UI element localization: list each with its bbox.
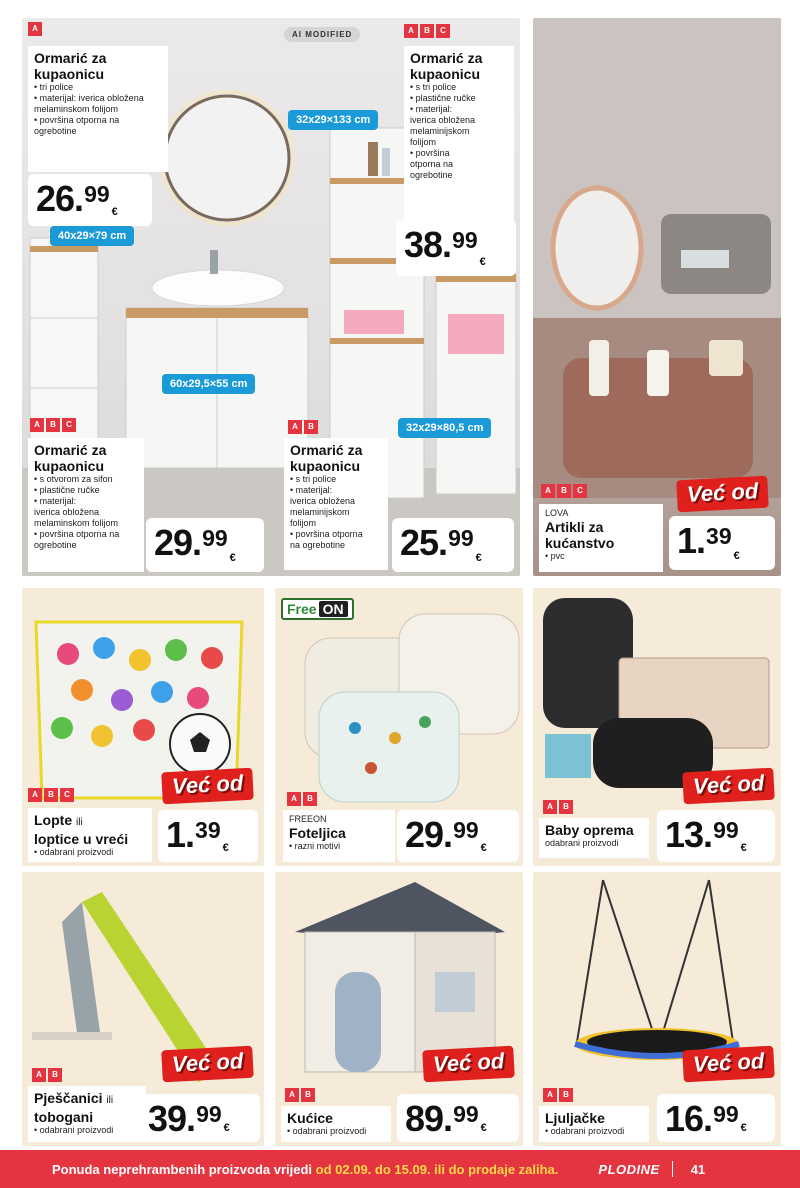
detail-line: folijom (290, 518, 317, 528)
detail-line: • površina otporna (290, 529, 363, 539)
detail-line: • materijal: iverica obložena (34, 93, 144, 103)
price-currency: € (222, 842, 229, 854)
product-info-box (281, 1106, 391, 1142)
dimension-label: 40x29×79 cm (50, 226, 134, 246)
vec-od-label: Već od (676, 476, 769, 513)
price-decimal: 99 (713, 1101, 739, 1127)
product-title: Ljuljačke (545, 1110, 605, 1126)
product-info-box (539, 818, 649, 858)
energy-badges (30, 418, 76, 432)
price-decimal: 99 (453, 1101, 479, 1127)
badge-b: B (44, 788, 58, 802)
price-currency: € (475, 552, 482, 564)
product-title-line2: tobogani (34, 1109, 94, 1125)
energy-badges (28, 788, 74, 802)
vec-od-label: Već od (682, 1046, 775, 1083)
badge-c: C (62, 418, 76, 432)
dimension-label: 60x29,5×55 cm (162, 374, 255, 394)
dimension-label: 32x29×80,5 cm (398, 418, 491, 438)
energy-badges (288, 420, 318, 434)
detail-line: • odabrani proizvodi (287, 1126, 367, 1136)
price-decimal: 99 (202, 525, 228, 551)
detail-line: • površina otporna na (34, 115, 120, 125)
detail-line: iverica obložena (34, 507, 100, 517)
price-integer: 29 (154, 522, 193, 563)
badge-b: B (48, 1068, 62, 1082)
product-info-box (283, 810, 395, 862)
product-cell-lopte (22, 588, 264, 866)
price-currency: € (229, 552, 236, 564)
energy-badges (541, 484, 587, 498)
badge-b: B (420, 24, 434, 38)
product-brand: LOVA (545, 508, 569, 518)
price-tag: 29 . 99 € (146, 518, 264, 572)
product-info-box (284, 438, 388, 570)
badge-b: B (46, 418, 60, 432)
badge-b: B (559, 1088, 573, 1102)
product-title: Kućice (287, 1110, 333, 1126)
price-currency: € (733, 550, 740, 562)
badge-a: A (28, 788, 42, 802)
price-tag: 38 . 99 € (396, 220, 516, 276)
detail-line: iverica obložena (290, 496, 356, 506)
title-part: Lopte (34, 812, 73, 828)
price-decimal: 39 (195, 817, 221, 843)
product-title: Ormarić za kupaonicu (410, 50, 483, 82)
footer-bar (0, 1150, 800, 1188)
badge-a: A (28, 22, 42, 36)
price-integer: 16 (665, 1098, 704, 1139)
energy-badges (32, 1068, 62, 1082)
badge-a: A (404, 24, 418, 38)
badge-c: C (60, 788, 74, 802)
detail-line: folijom (410, 137, 437, 147)
product-cell-pjescanici (22, 872, 264, 1146)
detail-line: melaminijskom (290, 507, 350, 517)
vec-od-label: Već od (422, 1046, 515, 1083)
energy-badges (543, 800, 573, 814)
footer-dates: od 02.09. do 15.09. ili do prodaje zaliha. (315, 1161, 559, 1177)
footer-separator (672, 1161, 673, 1177)
product-title (34, 812, 146, 831)
price-tag: 1 . 39 € (669, 516, 775, 570)
product-title: Ormarić za kupaonicu (290, 442, 363, 474)
badge-b: B (559, 800, 573, 814)
price-tag: 26 . 99 € (28, 174, 152, 226)
badge-a: A (32, 1068, 46, 1082)
logo-text-on: ON (319, 601, 348, 617)
detail-line: • odabrani proizvodi (34, 1125, 114, 1135)
badge-a: A (543, 1088, 557, 1102)
price-decimal: 99 (453, 817, 479, 843)
vec-od-label: Već od (682, 768, 775, 805)
price-tag: 29 . 99 € (397, 810, 519, 862)
badge-c: C (573, 484, 587, 498)
detail-line: • pvc (545, 551, 565, 561)
badge-a: A (287, 792, 301, 806)
product-title (34, 1090, 140, 1109)
footer-text-main: Ponuda neprehrambenih proizvoda vrijedi (52, 1161, 316, 1177)
price-integer: 89 (405, 1098, 444, 1139)
energy-badges (285, 1088, 315, 1102)
detail-line: • površina otporna na (34, 529, 120, 539)
detail-line: • s otvorom za sifon (34, 474, 113, 484)
detail-line: • s tri police (410, 82, 457, 92)
badge-a: A (543, 800, 557, 814)
detail-line: ogrebotine (34, 540, 77, 550)
price-tag: 16 . 99 € (657, 1094, 775, 1142)
price-currency: € (479, 256, 486, 268)
product-title-line2: loptice u vreći (34, 831, 129, 847)
product-title: Foteljica (289, 825, 346, 841)
price-currency: € (111, 206, 118, 218)
price-integer: 26 (36, 178, 75, 219)
product-info-box (28, 438, 144, 572)
product-cell-baby-oprema (533, 588, 781, 866)
detail-line: • plastične ručke (410, 93, 476, 103)
freeon-logo (281, 598, 354, 620)
detail-line: • tri police (34, 82, 74, 92)
detail-line: • površina (410, 148, 450, 158)
vec-od-label: Već od (161, 768, 254, 805)
energy-badges (543, 1088, 573, 1102)
price-tag: 13 . 99 € (657, 810, 775, 862)
title-part: Pješčanici (34, 1090, 103, 1106)
price-currency: € (480, 842, 487, 854)
detail-line: • materijal: (34, 496, 77, 506)
product-cell-ljuljacke (533, 872, 781, 1146)
detail-line: • razni motivi (289, 841, 341, 851)
product-info-box (28, 1086, 146, 1142)
detail-line: • materijal: (290, 485, 333, 495)
price-integer: 1 (677, 520, 697, 561)
price-decimal: 99 (448, 525, 474, 551)
price-decimal: 99 (713, 817, 739, 843)
detail-line: otporna na (410, 159, 454, 169)
product-info-box (539, 504, 663, 572)
price-decimal: 39 (706, 523, 732, 549)
detail-line: iverica obložena (410, 115, 476, 125)
product-info-box (539, 1106, 649, 1142)
price-integer: 38 (404, 224, 443, 265)
price-decimal: 99 (84, 181, 110, 207)
dimension-label: 32x29×133 cm (288, 110, 378, 130)
badge-b: B (557, 484, 571, 498)
product-title: Artikli za kućanstvo (545, 519, 615, 551)
price-tag: 39 . 99 € (140, 1094, 260, 1142)
page-number: 41 (690, 1161, 706, 1177)
price-integer: 39 (148, 1098, 187, 1139)
price-decimal: 99 (196, 1101, 222, 1127)
detail-line: • odabrani proizvodi (545, 1126, 625, 1136)
product-title: Ormarić za kupaonicu (34, 50, 107, 82)
product-brand: FREEON (289, 814, 327, 824)
energy-badges (404, 24, 450, 38)
price-integer: 25 (400, 522, 439, 563)
lova-panel (533, 18, 781, 576)
price-tag: 89 . 99 € (397, 1094, 519, 1142)
price-integer: 13 (665, 814, 704, 855)
detail-line: melaminskom folijom (34, 518, 119, 528)
detail-line: na ogrebotine (290, 540, 346, 550)
price-currency: € (740, 1122, 747, 1134)
badge-a: A (285, 1088, 299, 1102)
badge-a: A (541, 484, 555, 498)
detail-line: • plastične ručke (34, 485, 100, 495)
price-currency: € (223, 1122, 230, 1134)
footer-text (52, 1162, 558, 1177)
product-info-box (28, 46, 168, 172)
badge-c: C (436, 24, 450, 38)
energy-badges (287, 792, 317, 806)
product-cell-foteljica (275, 588, 523, 866)
detail-line: melaminskom folijom (34, 104, 119, 114)
price-tag: 1 . 39 € (158, 810, 258, 862)
badge-b: B (301, 1088, 315, 1102)
title-connector: ili (76, 817, 83, 828)
detail-line: • odabrani proizvodi (34, 847, 114, 857)
price-integer: 29 (405, 814, 444, 855)
product-title: Baby oprema (545, 822, 634, 838)
price-integer: 1 (166, 814, 186, 855)
badge-a: A (30, 418, 44, 432)
energy-badges (28, 22, 42, 36)
product-info-box (404, 46, 514, 224)
price-decimal: 99 (452, 227, 478, 253)
detail-line: odabrani proizvodi (545, 838, 619, 848)
detail-line: • materijal: (410, 104, 453, 114)
detail-line: melaminijskom (410, 126, 470, 136)
product-cell-kucice (275, 872, 523, 1146)
logo-text-free: Free (287, 601, 317, 617)
title-connector: ili (106, 1095, 114, 1106)
detail-line: ogrebotine (410, 170, 453, 180)
plodine-logo: PLODINE (598, 1161, 660, 1177)
detail-line: • s tri police (290, 474, 337, 484)
ai-modified-badge: AI MODIFIED (284, 27, 360, 42)
product-info-box (28, 808, 152, 862)
product-title: Ormarić za kupaonicu (34, 442, 107, 474)
price-currency: € (740, 842, 747, 854)
price-tag: 25 . 99 € (392, 518, 514, 572)
badge-b: B (304, 420, 318, 434)
badge-a: A (288, 420, 302, 434)
badge-b: B (303, 792, 317, 806)
price-currency: € (480, 1122, 487, 1134)
vec-od-label: Već od (161, 1046, 254, 1083)
bathroom-panel (22, 18, 520, 576)
detail-line: ogrebotine (34, 126, 77, 136)
